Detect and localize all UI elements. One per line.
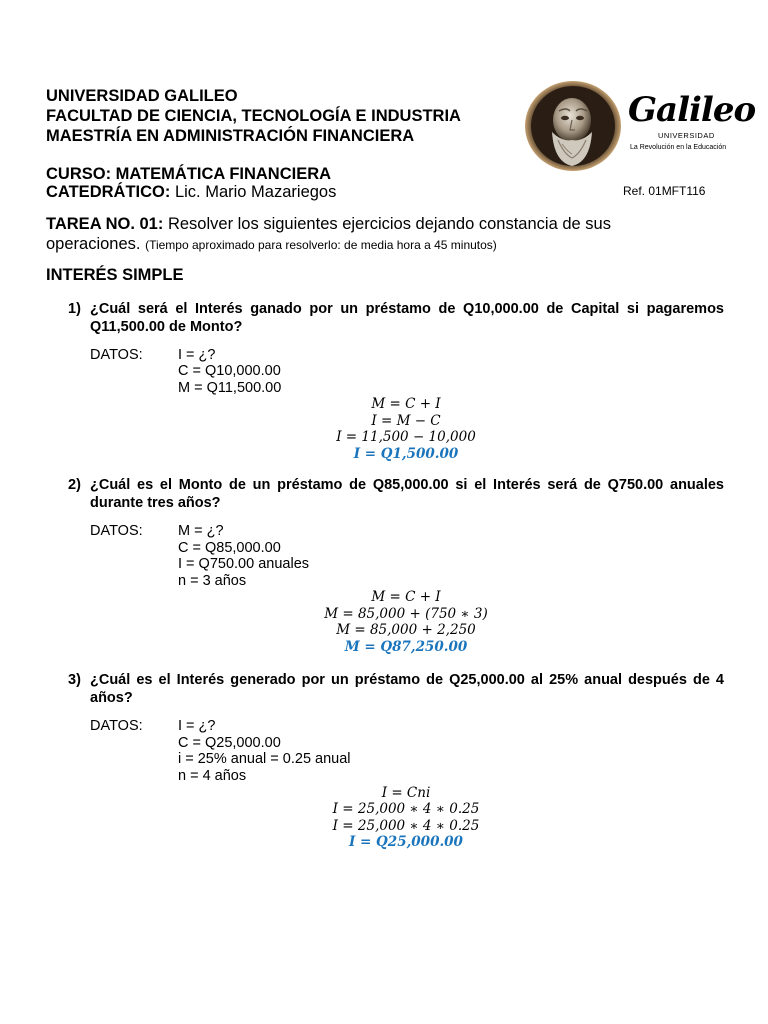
data-item: M = Q11,500.00: [178, 380, 282, 396]
faculty-name: FACULTAD DE CIENCIA, TECNOLOGÍA E INDUSTRIA: [46, 107, 461, 125]
data-item: I = ¿?: [178, 718, 216, 734]
data-item: C = Q25,000.00: [178, 735, 281, 751]
question-text: ¿Cuál es el Interés generado por un préstamo de Q25,000.00 al 25% anual después de 4 años?: [90, 672, 724, 706]
data-item: i = 25% anual = 0.25 anual: [178, 751, 351, 767]
equation: M = 85,000 + (750 ∗ 3): [324, 606, 488, 622]
data-item: I = ¿?: [178, 347, 216, 363]
result-equation: I = Q1,500.00: [353, 446, 459, 462]
logo-name: Galileo: [628, 90, 756, 130]
masters-name: MAESTRÍA EN ADMINISTRACIÓN FINANCIERA: [46, 127, 415, 145]
equation: I = M − C: [371, 413, 441, 429]
task-line-2: [46, 234, 497, 255]
data-label: DATOS:: [90, 718, 143, 734]
task-text-1: Resolver los siguientes ejercicios dejando constancia de sus: [167, 215, 611, 233]
task-line-1: [46, 214, 723, 234]
professor-name: Lic. Mario Mazariegos: [174, 183, 337, 201]
university-logo: [524, 80, 756, 172]
data-item: n = 4 años: [178, 768, 247, 784]
result-equation: M = Q87,250.00: [344, 639, 468, 655]
university-name: UNIVERSIDAD GALILEO: [46, 87, 238, 105]
equation: M = C + I: [371, 589, 441, 605]
galileo-wordmark: [628, 90, 756, 160]
problem-number: 1): [68, 301, 81, 317]
equation: I = 25,000 ∗ 4 ∗ 0.25: [332, 801, 480, 817]
equation: I = Cni: [381, 785, 431, 801]
equation: M = C + I: [371, 396, 441, 412]
problem-1-question: [68, 300, 724, 336]
data-item: I = Q750.00 anuales: [178, 556, 310, 572]
task-label: TAREA NO. 01:: [46, 215, 164, 233]
result-equation: I = Q25,000.00: [349, 834, 463, 850]
equation: I = 11,500 − 10,000: [336, 429, 476, 445]
problem-number: 3): [68, 672, 81, 688]
data-item: M = ¿?: [178, 523, 224, 539]
data-item: C = Q10,000.00: [178, 363, 281, 379]
section-title: INTERÉS SIMPLE: [46, 266, 184, 284]
logo-subtitle: UNIVERSIDAD: [658, 131, 715, 140]
task-note: (Tiempo aproximado para resolverlo: de media hora a 45 minutos): [145, 238, 497, 252]
galileo-bust-icon: [524, 80, 622, 172]
equation: M = 85,000 + 2,250: [336, 622, 476, 638]
equation: I = 25,000 ∗ 4 ∗ 0.25: [332, 818, 480, 834]
reference-code: Ref. 01MFT116: [623, 184, 706, 198]
task-text-2: operaciones.: [46, 235, 141, 253]
data-label: DATOS:: [90, 523, 143, 539]
data-item: C = Q85,000.00: [178, 540, 281, 556]
question-text: ¿Cuál es el Monto de un préstamo de Q85,000.00 si el Interés será de Q750.00 anuales durante tres años?: [90, 477, 724, 511]
data-label: DATOS:: [90, 347, 143, 363]
problem-2-question: [68, 476, 724, 512]
problem-number: 2): [68, 477, 81, 493]
question-text: ¿Cuál será el Interés ganado por un préstamo de Q10,000.00 de Capital si pagaremos Q11,500.00 de Monto?: [90, 301, 724, 335]
problem-3-question: [68, 671, 724, 707]
professor-label: CATEDRÁTICO:: [46, 183, 171, 201]
data-item: n = 3 años: [178, 573, 247, 589]
logo-tagline: La Revolución en la Educación: [630, 144, 727, 151]
professor-line: [46, 182, 336, 202]
course-title: CURSO: MATEMÁTICA FINANCIERA: [46, 165, 332, 183]
